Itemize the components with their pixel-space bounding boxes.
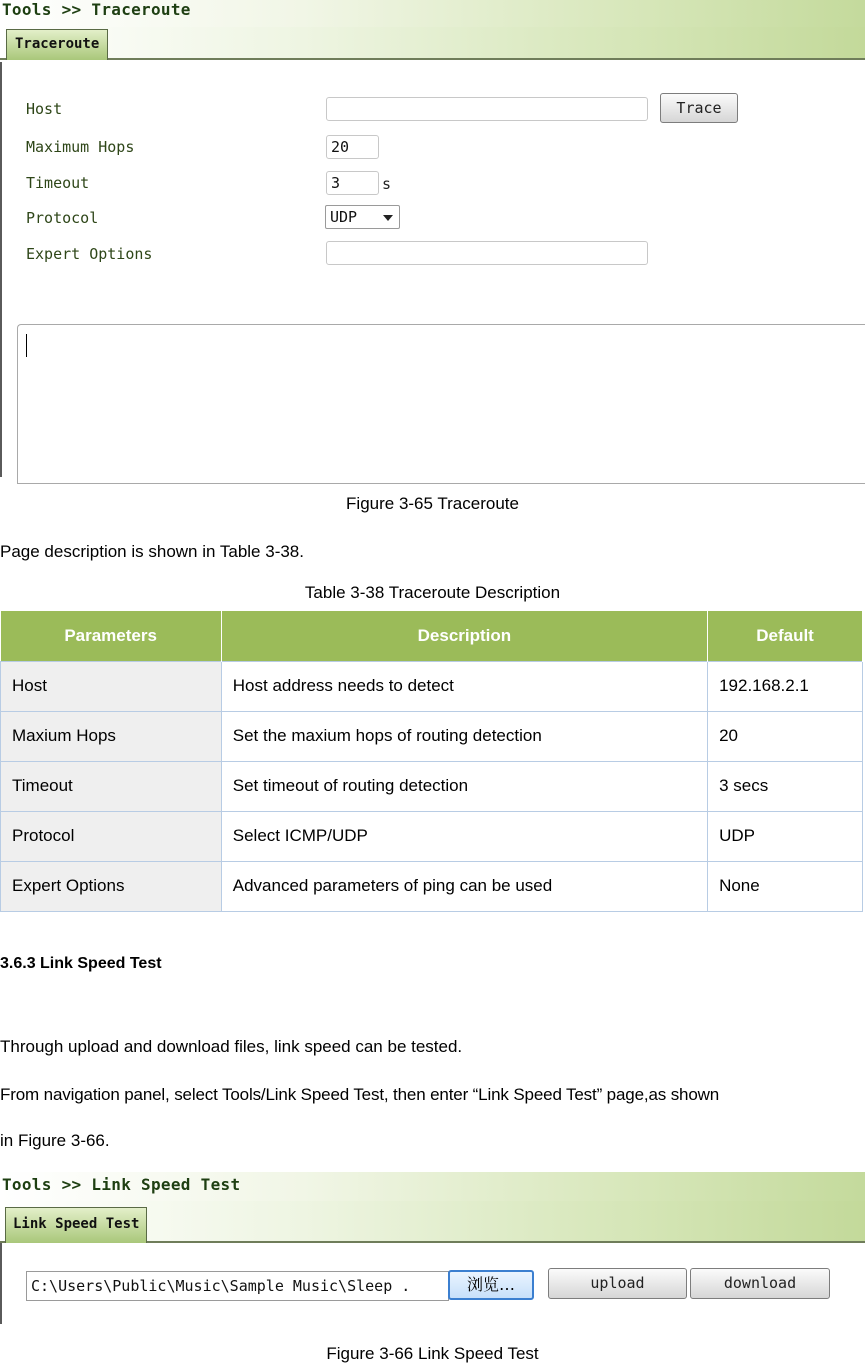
file-path-input[interactable]: C:\Users\Public\Music\Sample Music\Sleep . xyxy=(26,1271,449,1301)
upload-button[interactable]: upload xyxy=(548,1268,687,1299)
trace-output-area[interactable] xyxy=(17,324,865,484)
table-cell-default: 3 secs xyxy=(708,761,863,811)
figure-65-caption: Figure 3-65 Traceroute xyxy=(346,494,519,513)
table-row xyxy=(1,661,863,711)
expert-options-label: Expert Options xyxy=(26,245,153,263)
tab-bar xyxy=(0,1201,865,1243)
timeout-input[interactable]: 3 xyxy=(326,171,379,195)
header-default: Default xyxy=(708,611,863,661)
tab-traceroute[interactable]: Traceroute xyxy=(6,29,108,60)
table-cell-default: UDP xyxy=(708,811,863,861)
download-button[interactable]: download xyxy=(690,1268,830,1299)
max-hops-input[interactable]: 20 xyxy=(326,135,379,159)
table-cell-description: Advanced parameters of ping can be used xyxy=(221,861,707,911)
traceroute-screenshot xyxy=(0,0,865,477)
timeout-unit: s xyxy=(382,175,392,193)
table-cell-description: Host address needs to detect xyxy=(221,661,707,711)
breadcrumb-bar xyxy=(0,1172,865,1201)
protocol-label: Protocol xyxy=(26,209,99,227)
chevron-down-icon xyxy=(383,215,393,221)
expert-options-input[interactable] xyxy=(326,241,648,265)
traceroute-description-table xyxy=(0,611,863,912)
table-cell-parameter: Expert Options xyxy=(1,861,222,911)
table-caption: Table 3-38 Traceroute Description xyxy=(304,583,561,602)
table-cell-description: Set the maxium hops of routing detection xyxy=(221,711,707,761)
table-cell-description: Set timeout of routing detection xyxy=(221,761,707,811)
protocol-select[interactable] xyxy=(325,205,400,229)
breadcrumb-bar xyxy=(0,0,865,27)
browse-button[interactable]: 浏览… xyxy=(448,1270,534,1300)
figure-66-caption: Figure 3-66 Link Speed Test xyxy=(326,1344,539,1363)
table-cell-default: 192.168.2.1 xyxy=(708,661,863,711)
table-cell-default: None xyxy=(708,861,863,911)
timeout-label: Timeout xyxy=(26,174,90,192)
max-hops-label: Maximum Hops xyxy=(26,138,135,156)
breadcrumb: Tools >> Traceroute xyxy=(2,0,191,19)
breadcrumb: Tools >> Link Speed Test xyxy=(2,1175,241,1194)
paragraph-nav-line1: From navigation panel, select Tools/Link Speed Test, then enter “Link Speed Test” page,as shown xyxy=(0,1085,720,1104)
table-row xyxy=(1,761,863,811)
page-description: Page description is shown in Table 3-38. xyxy=(0,542,304,561)
table-cell-parameter: Protocol xyxy=(1,811,222,861)
link-speed-screenshot xyxy=(0,1172,865,1324)
table-cell-parameter: Host xyxy=(1,661,222,711)
table-row xyxy=(1,811,863,861)
header-description: Description xyxy=(221,611,707,661)
table-cell-description: Select ICMP/UDP xyxy=(221,811,707,861)
table-row xyxy=(1,861,863,911)
tab-bar xyxy=(0,27,865,60)
traceroute-panel xyxy=(0,62,865,477)
header-parameters: Parameters xyxy=(1,611,222,661)
section-heading: 3.6.3 Link Speed Test xyxy=(0,955,162,972)
table-cell-default: 20 xyxy=(708,711,863,761)
table-cell-parameter: Maxium Hops xyxy=(1,711,222,761)
host-input[interactable] xyxy=(326,97,648,121)
paragraph-intro: Through upload and download files, link speed can be tested. xyxy=(0,1037,463,1056)
paragraph-nav-line2: in Figure 3-66. xyxy=(0,1131,110,1150)
table-row xyxy=(1,711,863,761)
table-cell-parameter: Timeout xyxy=(1,761,222,811)
protocol-select-value: UDP xyxy=(330,208,358,226)
text-caret xyxy=(26,334,27,357)
tab-link-speed-test[interactable]: Link Speed Test xyxy=(5,1207,147,1243)
trace-button[interactable]: Trace xyxy=(660,93,738,123)
host-label: Host xyxy=(26,100,63,118)
table-header-row xyxy=(1,611,863,661)
